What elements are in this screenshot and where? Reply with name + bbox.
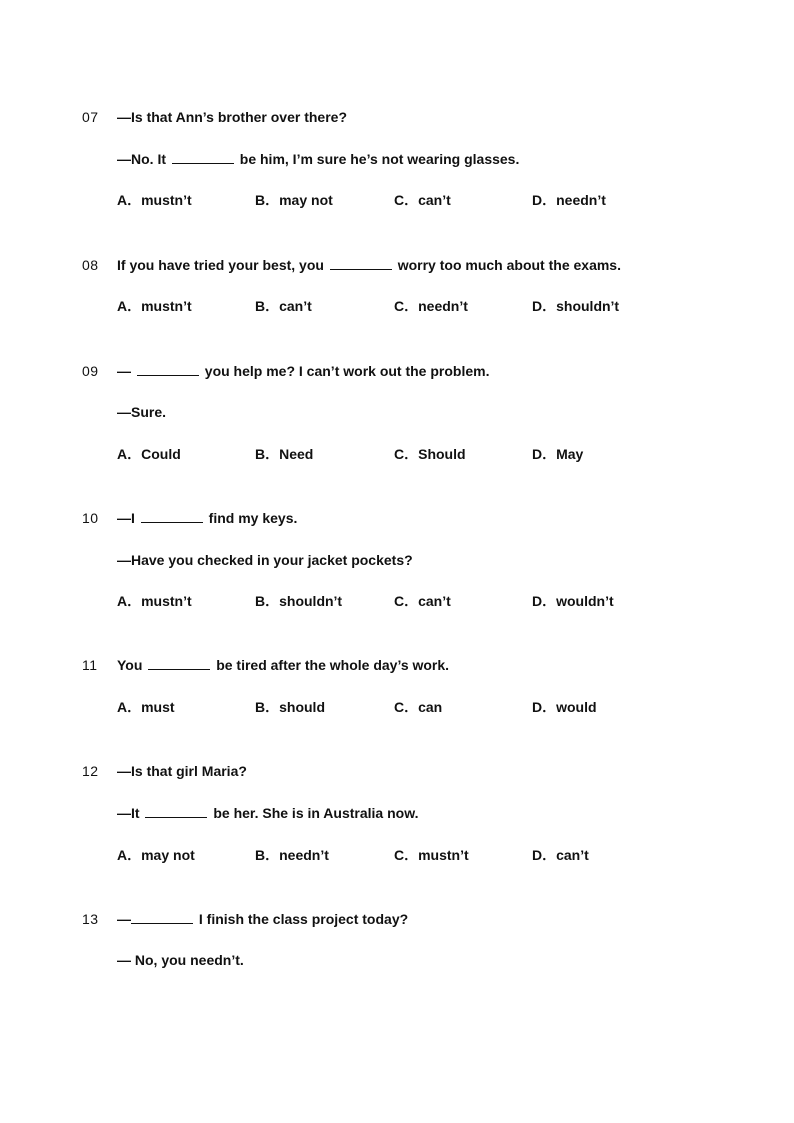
question-number: 09 [82,363,99,379]
question-07 [82,108,762,209]
question-number: 07 [82,109,99,125]
question-number: 13 [82,911,99,927]
question-text: — you help me? I can’t work out the problem. [117,363,490,379]
question-text: —It be her. She is in Australia now. [117,805,419,821]
option-d[interactable]: D．needn’t [532,192,606,208]
question-line [82,256,762,274]
question-09 [82,362,762,463]
question-text: —I find my keys. [117,510,298,526]
question-10 [82,509,762,610]
option-b[interactable]: B．Need [255,446,314,462]
option-d[interactable]: D．wouldn’t [532,593,614,609]
option-d[interactable]: D．can’t [532,847,589,863]
answer-blank[interactable] [137,363,199,376]
options-row [82,592,762,610]
option-a[interactable]: A．may not [117,847,195,863]
question-08 [82,256,762,315]
question-number: 10 [82,510,99,526]
option-d[interactable]: D．May [532,446,584,462]
option-c[interactable]: C．can [394,699,443,715]
question-line [82,551,762,569]
answer-blank[interactable] [172,151,234,164]
question-text: —Have you checked in your jacket pockets? [117,552,413,568]
question-text: —Is that girl Maria? [117,763,247,779]
options-row [82,297,762,315]
option-a[interactable]: A．mustn’t [117,192,192,208]
option-a[interactable]: A．mustn’t [117,593,192,609]
option-c[interactable]: C．can’t [394,593,451,609]
answer-blank[interactable] [141,510,203,523]
option-b[interactable]: B．needn’t [255,847,329,863]
question-line [82,362,762,380]
question-text: — I finish the class project today? [117,911,409,927]
question-line [82,910,762,928]
question-text: — No, you needn’t. [117,952,244,968]
question-line [82,108,762,126]
question-number: 11 [82,657,98,673]
question-text: —No. It be him, I’m sure he’s not wearing glasses. [117,151,520,167]
question-13 [82,910,762,969]
answer-blank[interactable] [131,911,193,924]
options-row [82,846,762,864]
option-b[interactable]: B．may not [255,192,333,208]
option-c[interactable]: C．mustn’t [394,847,469,863]
option-c[interactable]: C．Should [394,446,466,462]
answer-blank[interactable] [145,805,207,818]
option-b[interactable]: B．shouldn’t [255,593,343,609]
option-b[interactable]: B．can’t [255,298,312,314]
option-d[interactable]: D．shouldn’t [532,298,620,314]
answer-blank[interactable] [330,257,392,270]
question-text: You be tired after the whole day’s work. [117,657,450,673]
question-11 [82,656,762,716]
question-number: 12 [82,763,99,779]
option-b[interactable]: B．should [255,699,325,715]
option-a[interactable]: A．must [117,699,175,715]
question-line [82,150,762,168]
answer-blank[interactable] [148,657,210,670]
question-number: 08 [82,257,99,273]
question-line [82,951,762,969]
option-a[interactable]: A．mustn’t [117,298,192,314]
option-c[interactable]: C．needn’t [394,298,468,314]
question-line [82,403,762,421]
question-line [82,804,762,822]
option-a[interactable]: A．Could [117,446,181,462]
question-line [82,762,762,780]
options-row [82,698,762,716]
question-text: If you have tried your best, you worry too much about the exams. [117,257,621,273]
option-c[interactable]: C．can’t [394,192,451,208]
option-d[interactable]: D．would [532,699,597,715]
options-row [82,191,762,209]
question-text: —Is that Ann’s brother over there? [117,109,347,125]
question-text: —Sure. [117,404,167,420]
question-line [82,656,762,674]
question-12 [82,762,762,864]
question-line [82,509,762,527]
options-row [82,445,762,463]
